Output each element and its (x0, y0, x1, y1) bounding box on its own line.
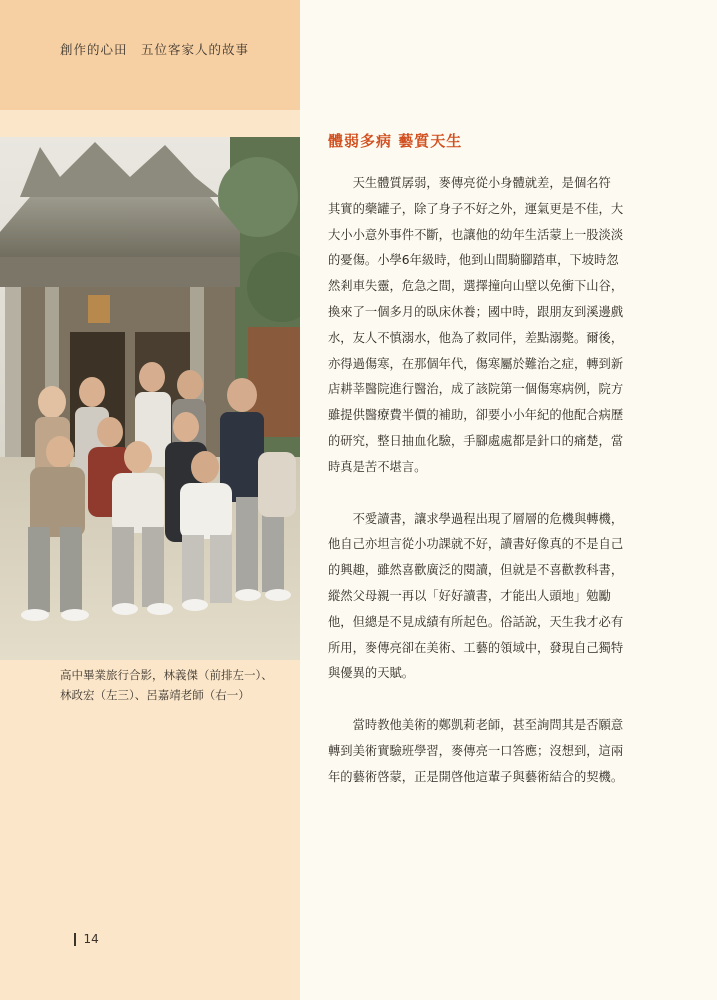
text-line: 的興趣，雖然喜歡廣泛的閱讀，但就是不喜歡教科書， (328, 563, 624, 578)
paragraph-3 (328, 713, 644, 790)
page-number (74, 932, 99, 946)
text-line: 雖提供醫療費半價的補助，卻要小小年紀的他配合病歷 (328, 408, 624, 423)
page-number-text: 14 (83, 932, 99, 946)
running-header: 創作的心田 五位客家人的故事 (60, 42, 250, 57)
text-line: 時真是苦不堪言。 (328, 459, 427, 474)
text-line: 然剎車失靈，危急之間，選擇撞向山壁以免衝下山谷， (328, 279, 624, 294)
text-line: 亦得過傷寒，在那個年代，傷寒屬於難治之症，轉到新 (328, 356, 624, 371)
text-line: 天生體質孱弱，麥傳亮從小身體就差，是個名符 (328, 176, 611, 190)
text-line: 轉到美術實驗班學習，麥傳亮一口答應；沒想到，這兩 (328, 743, 624, 758)
text-line: 的研究，整日抽血化驗，手腳處處都是針口的痛楚，當 (328, 433, 624, 448)
text-line: 他，但總是不見成績有所起色。俗話說，天生我才必有 (328, 614, 624, 629)
paragraph-2 (328, 507, 644, 688)
caption-line: 高中畢業旅行合影，林義傑（前排左一）、 (60, 668, 273, 682)
text-line: 換來了一個多月的臥床休養；國中時，跟朋友到溪邊戲 (328, 304, 624, 319)
text-line: 當時教他美術的鄭凱莉老師，甚至詢問其是否願意 (328, 718, 624, 733)
group-photo-image (0, 137, 300, 660)
text-line: 所用，麥傳亮卻在美術、工藝的領域中，發現自己獨特 (328, 640, 624, 655)
caption-line: 林政宏（左三）、呂嘉靖老師（右一） (60, 688, 250, 702)
article-body (328, 130, 644, 791)
text-line: 大小小意外事件不斷，也讓他的幼年生活蒙上一股淡淡 (328, 227, 624, 242)
text-line: 年的藝術啓蒙，正是開啓他這輩子與藝術結合的契機。 (328, 769, 624, 784)
text-line: 不愛讀書，讓求學過程出現了層層的危機與轉機， (328, 511, 624, 526)
group-photo (0, 137, 300, 660)
text-line: 與優異的天賦。 (328, 666, 415, 681)
section-heading: 體弱多病 藝質天生 (328, 132, 463, 150)
page-number-rule (74, 933, 76, 946)
text-line: 的憂傷。小學6年級時，他到山間騎腳踏車，下坡時忽 (328, 253, 619, 268)
text-line: 縱然父母親一再以「好好讀書，才能出人頭地」勉勵 (328, 588, 611, 603)
text-line: 水，友人不慎溺水，他為了救同伴，差點溺斃。爾後， (328, 330, 624, 345)
photo-caption (60, 665, 300, 705)
text-line: 店耕莘醫院進行醫治，成了該院第一個傷寒病例，院方 (328, 382, 624, 397)
text-line: 其實的藥罐子，除了身子不好之外，運氣更是不佳，大 (328, 201, 624, 216)
paragraph-1 (328, 171, 644, 481)
text-line: 他自己亦坦言從小功課就不好，讀書好像真的不是自己 (328, 537, 624, 552)
